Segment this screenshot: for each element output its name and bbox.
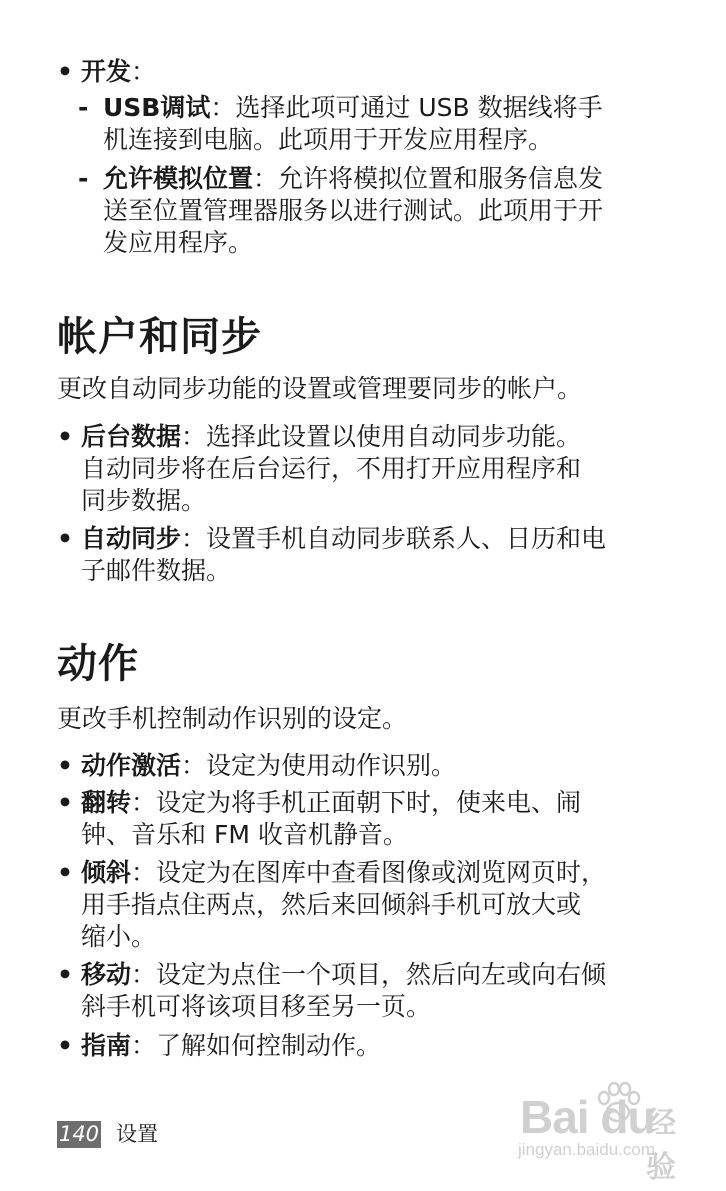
flip-text [81,787,581,851]
bullet: • [57,57,73,86]
bullet: • [57,788,73,817]
tilt-text [81,857,606,953]
dev-label-line [81,56,156,88]
colon: ： [210,93,236,122]
colon: ： [131,1031,157,1060]
flip-line-2: 钟、音乐和 FM 收音机静音。 [81,820,408,849]
line-text: 设定为将手机正面朝下时，使来电、闹 [156,788,582,817]
usb-debug-line-2: 机连接到电脑。此项用于开发应用程序。 [103,125,554,154]
tilt-line-2: 用手指点住两点，然后来回倾斜手机可放大或 [81,890,582,919]
dash: - [78,164,89,193]
baidu-watermark [514,1078,704,1185]
dash: - [78,93,89,122]
guide-label: 指南 [81,1031,132,1060]
accounts-intro: 更改自动同步功能的设置或管理要同步的帐户。 [57,374,583,403]
line-text: 设置手机自动同步联系人、日历和电 [206,524,607,553]
tilt-line-1 [81,857,606,889]
section-label: 设置 [116,1122,158,1146]
auto-sync-label: 自动同步 [81,524,182,553]
pan-text [81,959,606,1023]
guide-line-1 [81,1030,381,1062]
bullet: • [57,524,73,553]
colon: ： [181,422,207,451]
background-data-text [81,421,581,517]
jingyan-text: 经验 [646,1106,676,1185]
bullet: • [57,960,73,989]
line-text: 选择此设置以使用自动同步功能。 [206,422,582,451]
background-data-label: 后台数据 [81,422,182,451]
auto-sync-text [81,523,606,587]
bullet: • [57,1031,73,1060]
bullet: • [57,751,73,780]
usb-debug-line-1 [103,92,603,124]
line-text: 允许将模拟位置和服务信息发 [278,164,604,193]
tilt-line-3: 缩小。 [81,922,157,951]
auto-sync-line-1 [81,523,606,555]
baidu-logo-text: Bai du [520,1091,655,1143]
colon: ： [131,788,157,817]
colon: ： [131,960,157,989]
pan-line-1 [81,959,606,991]
motion-intro: 更改手机控制动作识别的设定。 [57,704,408,733]
pan-label: 移动 [81,960,132,989]
motion-activation-line-1 [81,750,456,782]
mock-location-text [103,163,603,259]
line-text: 选择此项可通过 USB 数据线将手 [235,93,603,122]
colon: ： [181,751,207,780]
watermark-url: jingyan.baidu.com [518,1140,656,1159]
accounts-heading: 帐户和同步 [57,314,262,360]
tilt-label: 倾斜 [81,858,132,887]
mock-location-line-1 [103,163,603,195]
colon: ： [253,164,279,193]
motion-heading: 动作 [57,641,139,687]
line-text: 设定为点住一个项目，然后向左或向右倾 [156,960,607,989]
usb-debug-label: USB调试 [103,93,211,122]
line-text: 设定为在图库中查看图像或浏览网页时， [156,858,607,887]
bullet: • [57,858,73,887]
line-text: 设定为使用动作识别。 [206,751,457,780]
auto-sync-line-2: 子邮件数据。 [81,556,232,585]
motion-activation-text [81,750,456,782]
pan-line-2: 斜手机可将该项目移至另一页。 [81,992,432,1021]
mock-location-line-3: 发应用程序。 [103,228,254,257]
mock-location-line-2: 送至位置管理器服务以进行测试。此项用于开 [103,196,604,225]
background-data-line-3: 同步数据。 [81,486,207,515]
bullet: • [57,422,73,451]
line-text: 了解如何控制动作。 [156,1031,382,1060]
page-number: 140 [58,1122,100,1146]
background-data-line-1 [81,421,581,453]
motion-activation-label: 动作激活 [81,751,182,780]
guide-text [81,1030,381,1062]
paw-icon [592,1078,644,1130]
colon: ： [181,524,207,553]
flip-line-1 [81,787,581,819]
dev-label: 开发 [81,57,132,86]
usb-debug-text [103,92,603,156]
flip-label: 翻转 [81,788,132,817]
dev-colon: ： [131,57,157,86]
mock-location-label: 允许模拟位置 [103,164,254,193]
background-data-line-2: 自动同步将在后台运行，不用打开应用程序和 [81,454,582,483]
colon: ： [131,858,157,887]
